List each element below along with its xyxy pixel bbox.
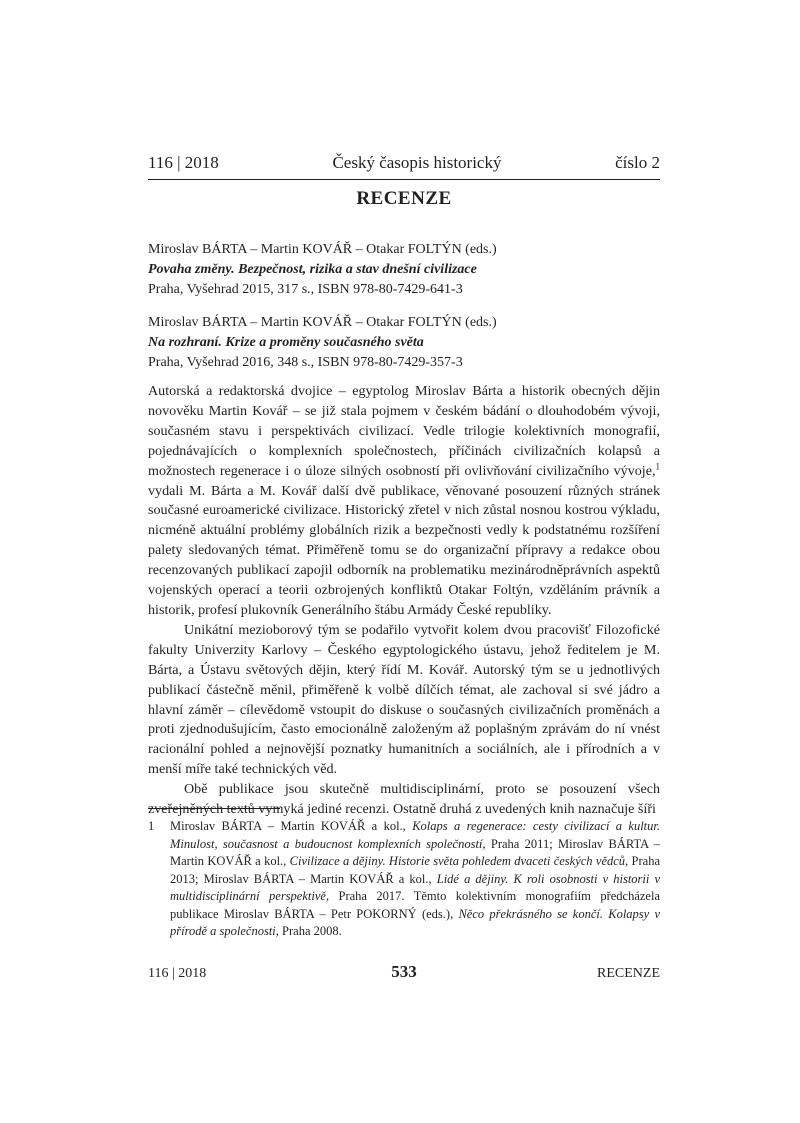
header-issue-number: číslo 2 (615, 153, 660, 172)
body-text-segment: Autorská a redaktorská dvojice – egyptolog Miroslav Bárta a historik obecných dějin novověku Martin Kovář – se již stala pojmem v českém bádání o dlouhodobém vývoji, současném stavu i perspektivách civilizací. Vedle trilogie kolektivních monografií, pojednávajících o komplexních společnostech, příčinách civilizačních kolapsů a možnostech regenerace i o úloze silných osobností při ovlivňování civilizačního vývoje, (148, 383, 660, 479)
body-paragraph (148, 382, 660, 621)
footnote (148, 818, 660, 941)
review-body (148, 382, 660, 820)
footnote-number: 1 (148, 819, 155, 833)
running-header (148, 153, 660, 173)
reviewed-book-2 (148, 313, 660, 373)
book-publication: Praha, Vyšehrad 2015, 317 s., ISBN 978-80-7429-641-3 (148, 282, 463, 297)
book-title: Povaha změny. Bezpečnost, rizika a stav dnešní civilizace (148, 262, 477, 277)
running-footer (148, 962, 660, 982)
body-paragraph: Obě publikace jsou skutečně multidisciplinární, proto se posouzení všech zveřejněných textů vymyká jediné recenzi. Ostatně druhá z uvedených knih naznačuje šíři (148, 781, 660, 818)
reviewed-book-1 (148, 240, 660, 300)
header-divider (148, 179, 660, 180)
book-title: Na rozhraní. Krize a proměny současného světa (148, 335, 424, 350)
footer-section: RECENZE (597, 966, 660, 981)
footer-issue: 116 | 2018 (148, 966, 207, 981)
header-journal-title: Český časopis historický (332, 153, 502, 172)
body-text-segment: vydali M. Bárta a M. Kovář další dvě publikace, věnované posouzení různých stránek současné euroamerické civilizace. Historický zřetel v nich zůstal nosnou kostrou výkladu, nicméně aktuální problémy globálních rizik a bezpečnosti vedly k podstatnému rozšíření palety sledovaných témat. Přiměřeně tomu se do organizační přípravy a redakce obou recenzovaných publikací zapojil odborník na problematiku mezinárodněprávních aspektů vojenských operací a teorii ozbrojených konfliktů Otakar Foltýn, vzděláním právník a historik, profesí plukovník Generálního štábu Armády České republiky. (148, 482, 660, 618)
section-title: RECENZE (356, 188, 452, 209)
header-issue: 116 | 2018 (148, 153, 219, 172)
journal-page (148, 0, 660, 1123)
footnote-divider (148, 808, 280, 809)
book-publication: Praha, Vyšehrad 2016, 348 s., ISBN 978-80-7429-357-3 (148, 355, 463, 370)
footnote-reference: 1 (655, 460, 660, 471)
body-paragraph: Unikátní mezioborový tým se podařilo vytvořit kolem dvou pracovišť Filozofické fakulty Univerzity Karlovy – Českého egyptologického ústavu, jehož ředitelem je M. Bárta, a Ústavu světových dějin, který řídí M. Kovář. Autorský tým se u jednotlivých publikací částečně měnil, přiměřeně k volbě dílčích témat, ale zachoval si své jádro a hlavní záměr – cílevědomě vstoupit do diskuse o současných civilizačních proměnách a proti zjednodušujícím, často emocionálně založeným až poplašným zprávám do ní vnést racionální pohled a nejnovější poznatky humanitních a sociálních, ale i přírodních a v menší míře také technických věd. (148, 621, 660, 778)
book-authors: Miroslav BÁRTA – Martin KOVÁŘ – Otakar FOLTÝN (eds.) (148, 315, 497, 330)
page-number: 533 (391, 962, 417, 981)
footnote-text: Miroslav BÁRTA – Martin KOVÁŘ a kol., Kolaps a regenerace: cesty civilizací a kultur. Minulost, současnost a budoucnost komplexních společností, Praha 2011; Miroslav BÁRTA – Martin KOVÁŘ a kol., Civilizace a dějiny. Historie světa pohledem dvaceti českých vědců, Praha 2013; Miroslav BÁRTA – Martin KOVÁŘ a kol., Lidé a dějiny. K roli osobnosti v historii v multidisciplinární perspektivě, Praha 2017. Těmto kolektivním monografiím předcházela publikace Miroslav BÁRTA – Petr POKORNÝ (eds.), Něco překrásného se končí. Kolapsy v přírodě a společnosti, Praha 2008. (170, 819, 661, 938)
book-authors: Miroslav BÁRTA – Martin KOVÁŘ – Otakar FOLTÝN (eds.) (148, 242, 497, 257)
